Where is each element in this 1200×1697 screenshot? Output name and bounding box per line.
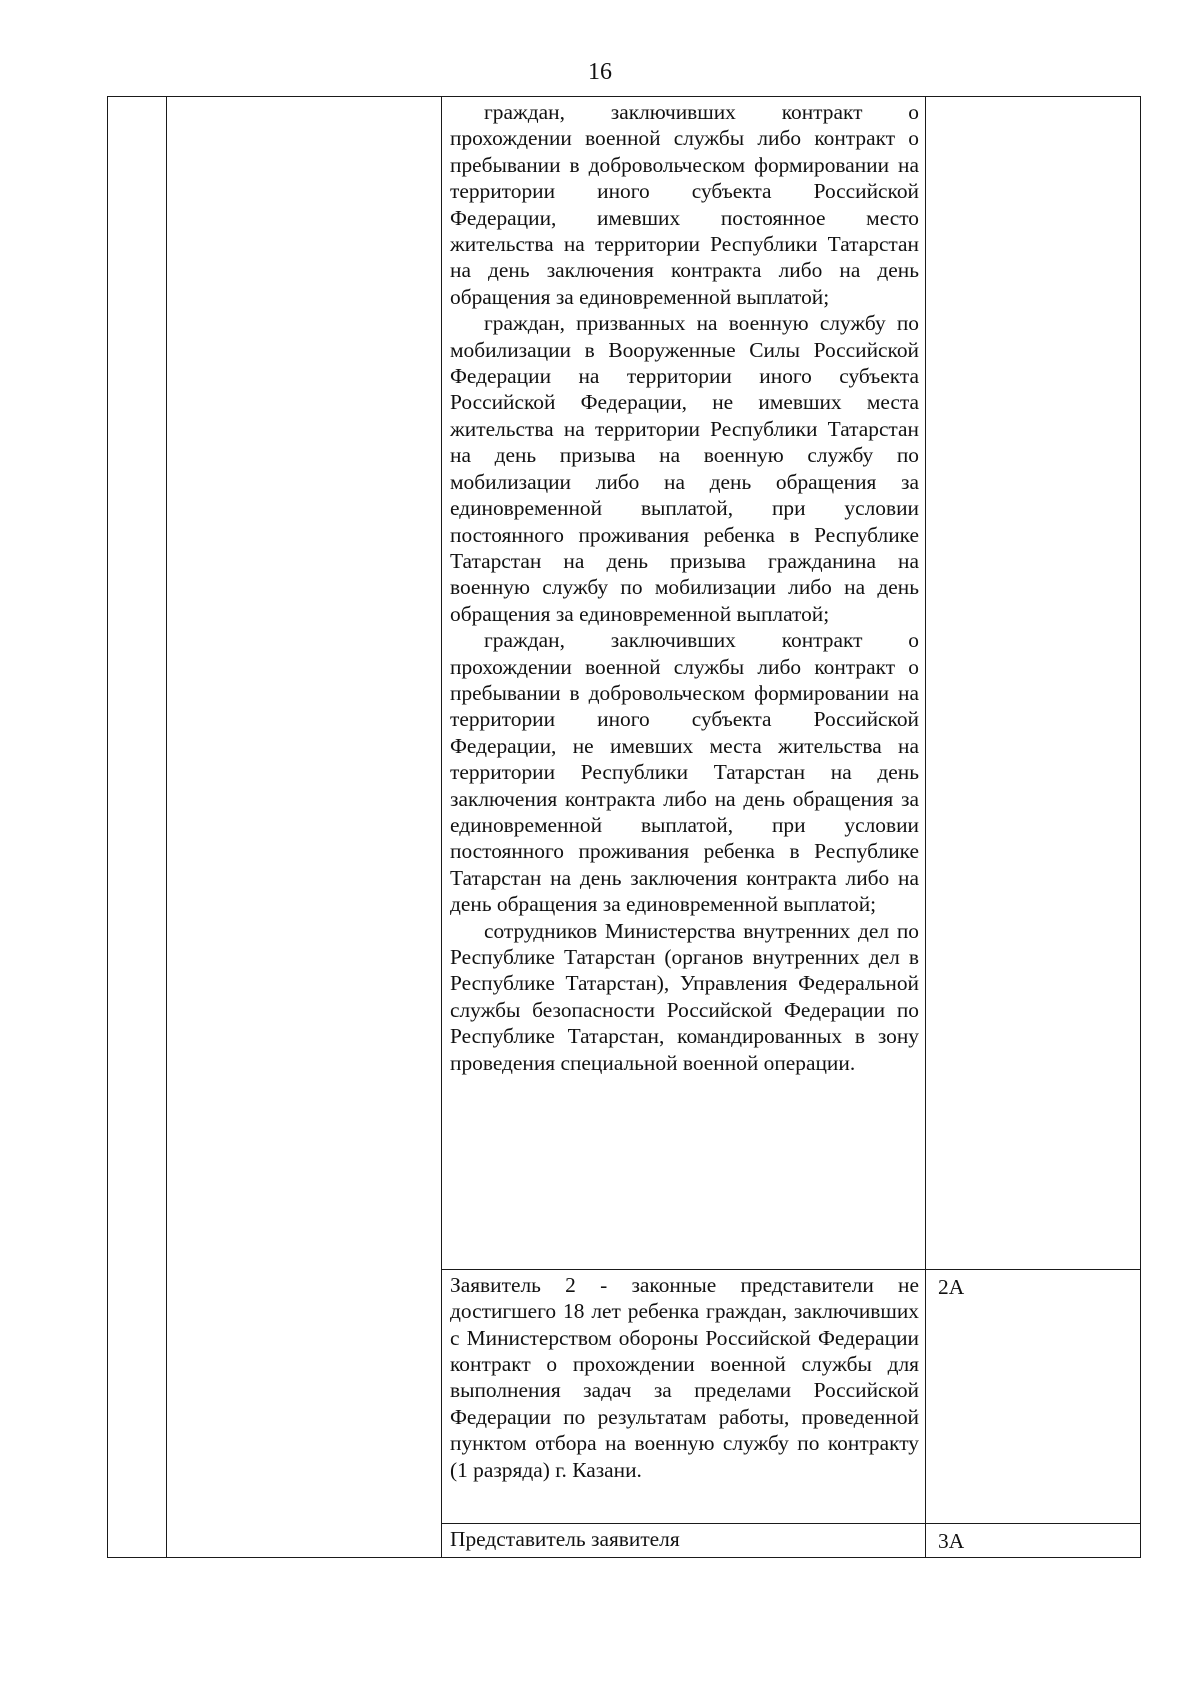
representative-text: Представитель заявителя: [450, 1526, 680, 1551]
category-paragraph: сотрудников Министерства внутренних дел по Республике Татарстан (органов внутренних дел в Республике Татарстан), Управления Федеральной службы безопасности Российской Федерации по Республике Татарстан, командированных в зону проведения специальной военной операции.: [450, 918, 919, 1075]
table-row: [108, 97, 1141, 1270]
page-number: 16: [588, 59, 612, 85]
category-paragraph: граждан, заключивших контракт о прохождении военной службы либо контракт о пребывании в добровольческом формировании на территории иного субъекта Российской Федерации, имевших постоянное место жительства на территории Республики Татарстан на день заключения контракта либо на день обращения за единовременной выплатой;: [450, 100, 919, 309]
applicant-code-cell: 3А: [926, 1523, 1141, 1557]
category-paragraph: граждан, заключивших контракт о прохождении военной службы либо контракт о пребывании в добровольческом формировании на территории иного субъекта Российской Федерации, не имевших места жительства на территории Республики Татарстан на день заключения контракта либо на день обращения за единовременной выплатой, при условии постоянного проживания ребенка в Республике Татарстан на день заключения контракта либо на день обращения за единовременной выплатой;: [450, 628, 919, 917]
applicant-category-cell: [442, 1523, 926, 1557]
number-cell: [108, 97, 167, 1558]
category-paragraph: граждан, призванных на военную службу по мобилизации в Вооруженные Силы Российской Федерации на территории иного субъекта Российской Федерации, не имевших места жительства на территории Республики Татарстан на день призыва на военную службу по мобилизации либо на день обращения за единовременной выплатой, при условии постоянного проживания ребенка в Республике Татарстан на день призыва гражданина на военную службу по мобилизации либо на день обращения за единовременной выплатой;: [450, 311, 919, 626]
applicant-category-cell: [442, 1269, 926, 1523]
applicant-2-text: Заявитель 2 - законные представители не достигшего 18 лет ребенка граждан, заключивших с Министерством обороны Российской Федерации контракт о прохождении военной службы для выполнения задач за пределами Российской Федерации по результатам работы, проведенной пунктом отбора на военную службу по контракту (1 разряда) г. Казани.: [450, 1272, 919, 1482]
description-cell: [167, 97, 442, 1558]
applicant-code-cell: [926, 97, 1141, 1270]
applicant-table: [107, 96, 1141, 1558]
applicant-code-cell: 2А: [926, 1269, 1141, 1523]
applicant-category-cell: [442, 97, 926, 1270]
